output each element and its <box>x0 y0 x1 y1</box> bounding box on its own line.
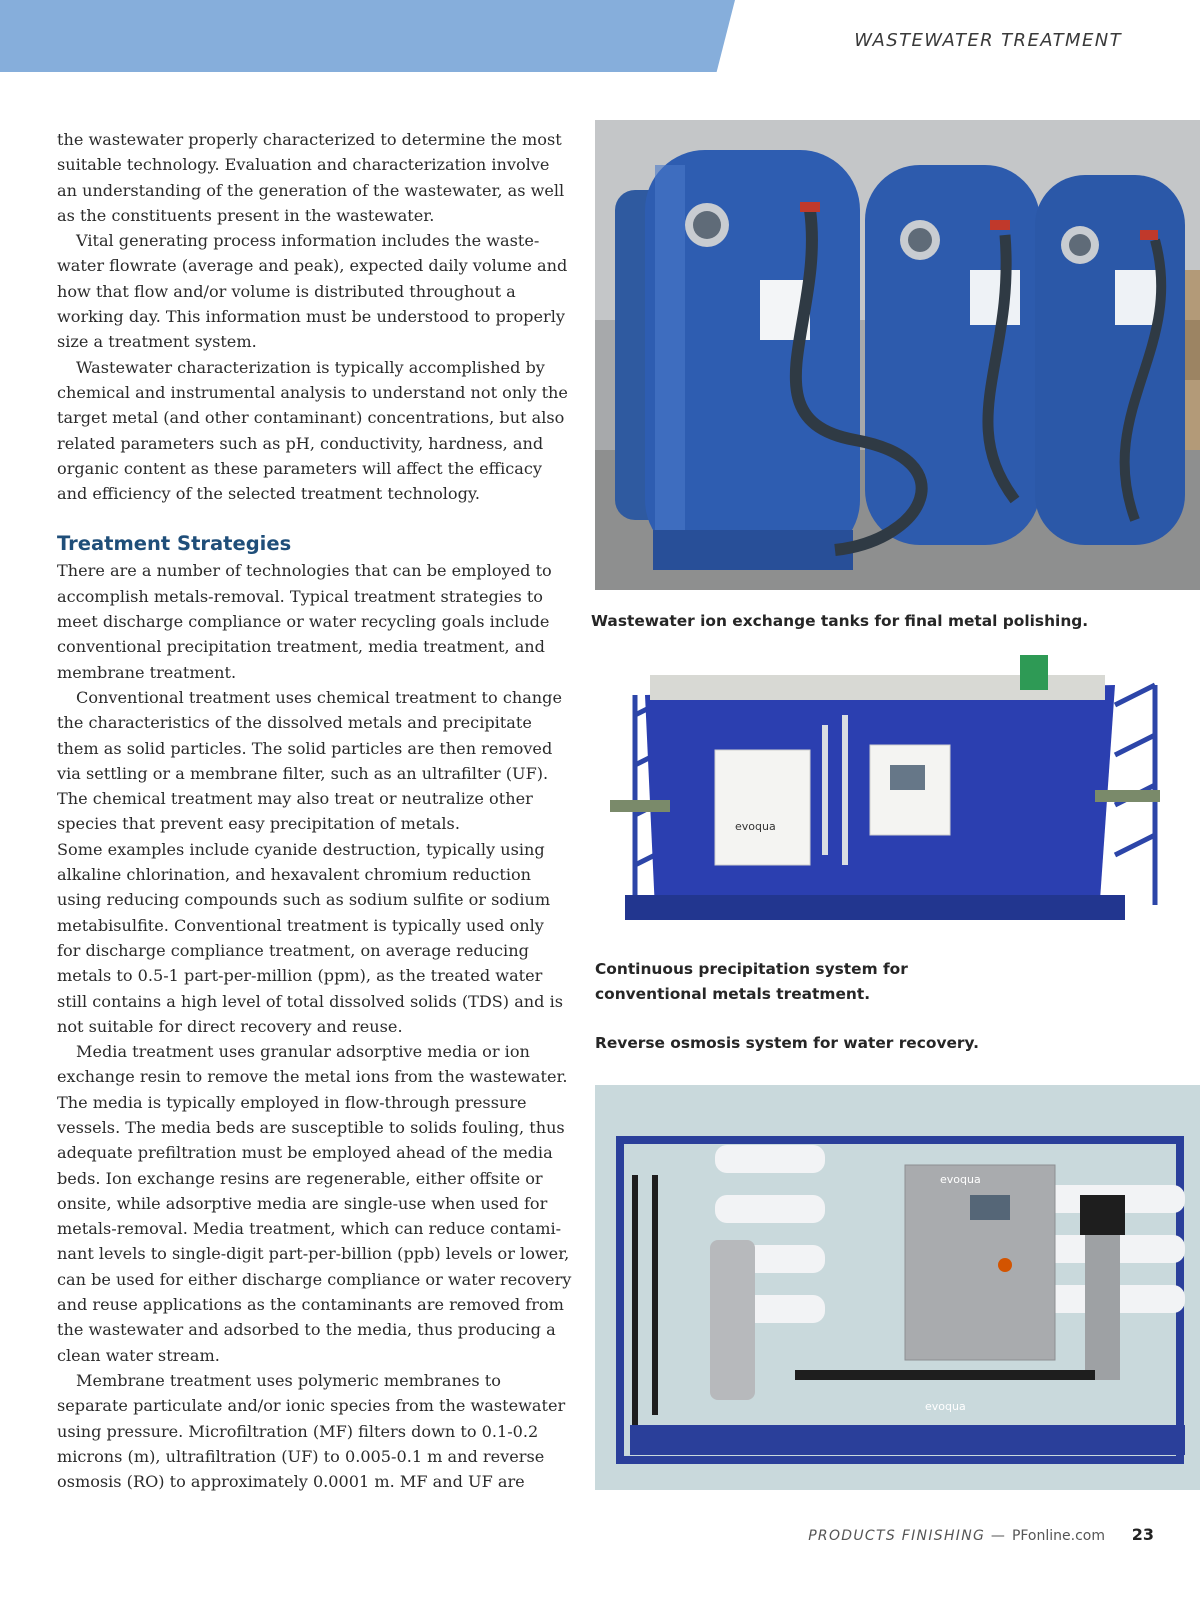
brand-logo: evoqua <box>940 1173 981 1186</box>
paragraph: Some examples include cyanide destruction, typically using alkaline chlorination, and hexavalent chromium reduction using reducing compounds such as sodium sulfite or sodium metabisulfite. Conventional treatment is typically used only for discharge compliance treatment, on average reducing metals to 0.5-1 part-per-million (ppm), as the treated water still contains a high level of total dissolved solids (TDS) and is not suitable for direct recovery and reuse. <box>57 839 563 1036</box>
precipitation-photo <box>595 655 1180 975</box>
footer-separator: — <box>985 1528 1012 1544</box>
caption-line: Continuous precipitation system for <box>595 960 908 978</box>
section-heading: Treatment Strategies <box>57 532 292 556</box>
section-label: WASTEWATER TREATMENT <box>854 30 1122 51</box>
paragraph: Vital generating process information includes the waste-water flowrate (average and peak), expected daily volume and how that flow and/or volume is distributed throughout a working day. This information must be understood to properly size a treatment system. <box>57 231 568 352</box>
brand-logo: evoqua <box>925 1400 966 1413</box>
paragraph: Wastewater characterization is typically accomplished by chemical and instrumental analysis to understand not only the target metal (and other contaminant) concentrations, but also related parameters such as pH, conductivity, hardness, and organic content as these parameters will affect the efficacy and efficiency of the selected treatment technology. <box>57 357 568 504</box>
publication-name: PRODUCTS FINISHING <box>808 1528 986 1544</box>
paragraph: There are a number of technologies that can be employed to accomplish metals-removal. Typical treatment strategies to meet discharge compliance or water recycling goals include conventional precipitation treatment, media treatment, and membrane treatment. <box>57 561 552 682</box>
tanks-illustration <box>595 120 1200 590</box>
footer-publication <box>808 1528 1105 1544</box>
paragraph: Membrane treatment uses polymeric membranes to separate particulate and/or ionic species from the wastewater using pressure. Microfiltration (MF) filters down to 0.1-0.2 microns (m), ultrafiltration (UF) to 0.005-0.1 m and reverse osmosis (RO) to approximately 0.0001 m. MF and UF are <box>57 1370 566 1492</box>
precipitation-illustration <box>595 655 1180 975</box>
article-body <box>57 127 572 1494</box>
ro-photo <box>595 1085 1200 1490</box>
brand-logo: evoqua <box>735 820 776 833</box>
tanks-photo <box>595 120 1200 590</box>
tanks-caption: Wastewater ion exchange tanks for final metal polishing. <box>591 612 1089 630</box>
paragraph: Conventional treatment uses chemical treatment to change the characteristics of the dissolved metals and precipitate them as solid particles. The solid particles are then removed via settling or a membrane filter, such as an ultrafilter (UF). The chemical treatment may also treat or neutralize other species that prevent easy precipitation of metals. <box>57 687 562 834</box>
ro-illustration <box>595 1085 1200 1490</box>
page-number: 23 <box>1131 1525 1154 1544</box>
header-band <box>0 0 735 72</box>
paragraph: Media treatment uses granular adsorptive media or ion exchange resin to remove the metal ions from the wastewater. The media is typically employed in flow-through pressure vessels. The media beds are susceptible to solids fouling, thus adequate prefiltration must be employed ahead of the media beds. Ion exchange resins are regenerable, either offsite or onsite, while adsorptive media are single-use when used for metals-removal. Media treatment, which can reduce contami-nant levels to single-digit part-per-billion (ppb) levels or lower, can be used for either discharge compliance or water recovery and reuse applications as the contaminants are removed from the wastewater and adsorbed to the media, thus producing a clean water stream. <box>57 1042 572 1365</box>
ro-caption: Reverse osmosis system for water recovery. <box>595 1034 979 1052</box>
paragraph: the wastewater properly characterized to determine the most suitable technology. Evaluation and characterization involve an understanding of the generation of the wastewater, as well as the constituents present in the wastewater. <box>57 130 565 225</box>
publication-site: PFonline.com <box>1011 1528 1105 1544</box>
precipitation-caption <box>595 957 908 1007</box>
caption-line: conventional metals treatment. <box>595 985 871 1003</box>
